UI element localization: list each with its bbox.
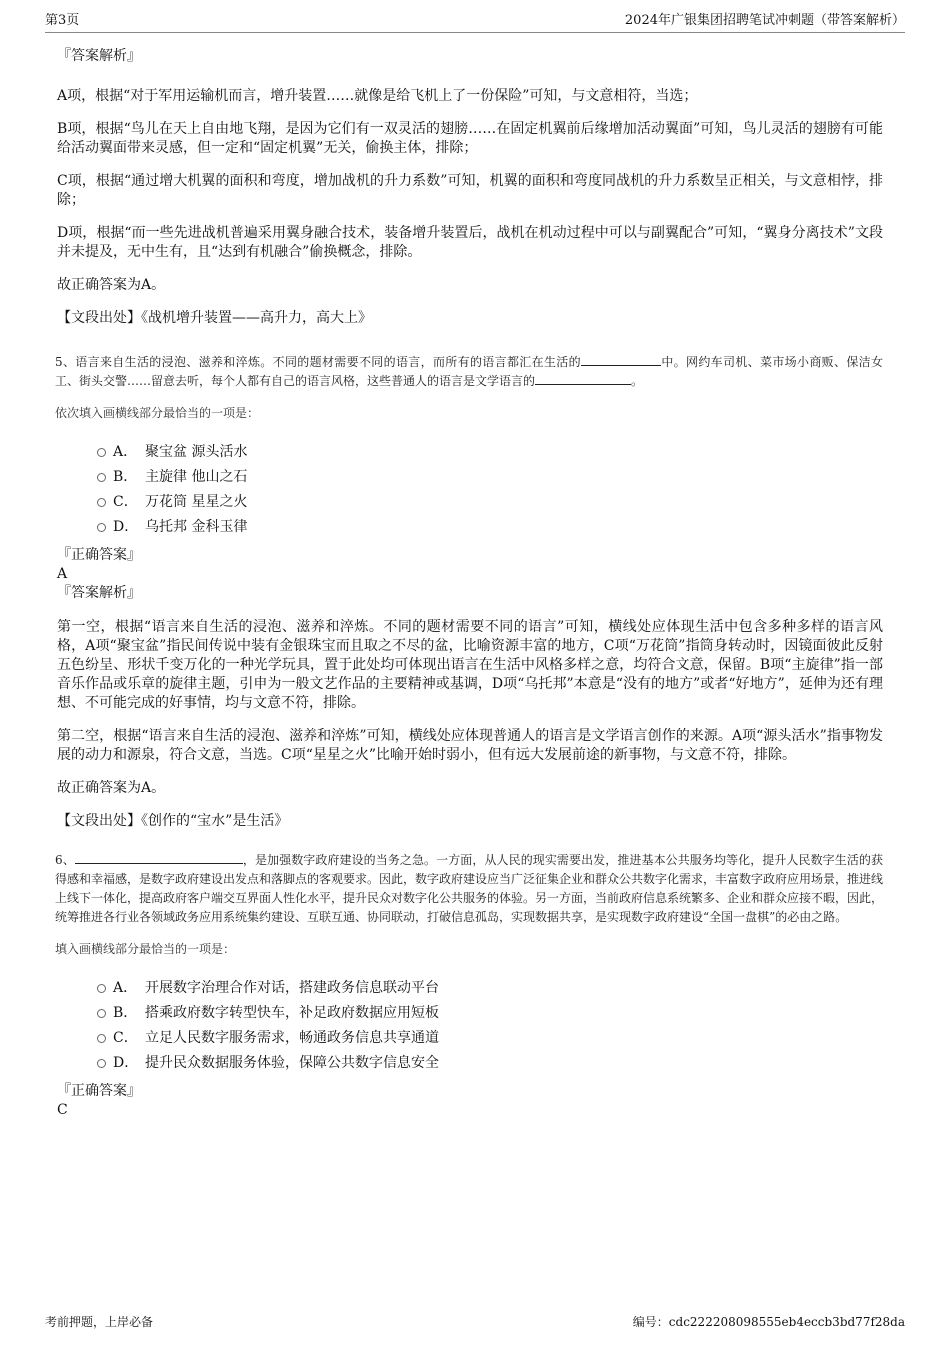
page-footer — [45, 1312, 905, 1332]
q5-correct-tag: 『正确答案』 — [57, 547, 141, 563]
footer-code-value: cdc222208098555eb4eccb3bd77f28da — [668, 1315, 905, 1329]
q5-stem-part2: 中。网约车司机、菜市场小商贩、保洁女工、街头交警……留意去听，每个人都有自己的语言风格，这些普通人的语言是文学语言的 — [55, 355, 883, 388]
q5-instruction: 依次填入画横线部分最恰当的一项是： — [55, 406, 260, 420]
q4-conclusion: 故正确答案为A。 — [57, 277, 166, 293]
document-title: 2024年广银集团招聘笔试冲刺题（带答案解析） — [624, 13, 905, 28]
q4-analysis-tag: 『答案解析』 — [57, 48, 141, 64]
q6-stem-number: 6、 — [55, 853, 75, 867]
radio-button-icon[interactable] — [97, 1059, 106, 1068]
q4-source: 【文段出处】《战机增升装置——高升力，高大上》 — [57, 310, 372, 326]
footer-slogan: 考前押题，上岸必备 — [45, 1315, 154, 1329]
q5-stem — [55, 353, 883, 391]
q5-stem-part3: 。 — [631, 374, 644, 388]
radio-button-icon[interactable] — [97, 473, 106, 482]
q5-option-d[interactable]: D． 乌托邦 金科玉律 — [57, 515, 883, 540]
radio-button-icon[interactable] — [97, 498, 106, 507]
q5-blank-1 — [581, 353, 661, 366]
q5-option-c[interactable]: C． 万花筒 星星之火 — [57, 490, 883, 515]
q6-correct-tag: 『正确答案』 — [57, 1083, 141, 1099]
radio-button-icon[interactable] — [97, 1034, 106, 1043]
q4-analysis-d: D项，根据“而一些先进战机普遍采用翼身融合技术，装备增升装置后，战机在机动过程中可以与副翼配合”可知，“翼身分离技术”文段并未提及，无中生有，且“达到有机融合”偷换概念，排除。 — [57, 225, 883, 260]
page-content — [57, 40, 883, 1120]
q4-analysis-b: B项，根据“鸟儿在天上自由地飞翔，是因为它们有一双灵活的翅膀……在固定机翼前后缘增加活动翼面”可知，鸟儿灵活的翅膀有可能给活动翼面带来灵感，但一定和“固定机翼”无关，偷换主体，排除； — [57, 121, 883, 156]
radio-button-icon[interactable] — [97, 523, 106, 532]
q5-analysis-tag: 『答案解析』 — [57, 585, 141, 601]
footer-code-label: 编号： — [632, 1315, 669, 1329]
page-number: 第3页 — [45, 13, 80, 28]
q6-correct-answer: C — [57, 1102, 68, 1118]
q5-conclusion: 故正确答案为A。 — [57, 780, 166, 796]
q6-instruction: 填入画横线部分最恰当的一项是： — [55, 942, 236, 956]
q6-options — [57, 976, 883, 1076]
q6-option-d[interactable]: D． 提升民众数据服务体验，保障公共数字信息安全 — [57, 1051, 883, 1076]
q6-option-a[interactable]: A． 开展数字治理合作对话，搭建政务信息联动平台 — [57, 976, 883, 1001]
q5-options — [57, 440, 883, 540]
q5-option-a[interactable]: A． 聚宝盆 源头活水 — [57, 440, 883, 465]
q5-blank-2 — [535, 372, 631, 385]
radio-button-icon[interactable] — [97, 1009, 106, 1018]
q6-option-b[interactable]: B． 搭乘政府数字转型快车，补足政府数据应用短板 — [57, 1001, 883, 1026]
footer-code — [633, 1312, 905, 1332]
q5-stem-part1: 5、语言来自生活的浸泡、滋养和淬炼。不同的题材需要不同的语言，而所有的语言都汇在生活的 — [55, 355, 581, 369]
q5-analysis-1: 第一空，根据“语言来自生活的浸泡、滋养和淬炼。不同的题材需要不同的语言”可知，横线处应体现生活中包含多种多样的语言风格，A项“聚宝盆”指民间传说中装有金银珠宝而且取之不尽的盆，比喻资源丰富的地方，C项“万花筒”指筒身转动时，因镜面彼此反射五色纷呈、形状千变万化的一种光学玩具，置于此处均可体现出语言在生活中风格多样之意，均符合文意，保留。B项“主旋律”指一部音乐作品或乐章的旋律主题，引申为一般文艺作品的主要精神或基调，D项“乌托邦”本意是“没有的地方”或者“好地方”，延伸为还有理想、不可能完成的好事情，均与文意不符，排除。 — [57, 619, 883, 711]
q4-analysis-c: C项，根据“通过增大机翼的面积和弯度，增加战机的升力系数”可知，机翼的面积和弯度同战机的升力系数呈正相关，与文意相悖，排除； — [57, 173, 883, 208]
page-header — [45, 10, 905, 33]
q5-correct-answer: A — [57, 566, 68, 582]
q4-analysis-a: A项，根据“对于军用运输机而言，增升装置……就像是给飞机上了一份保险”可知，与文意相符，当选； — [57, 88, 698, 104]
q6-stem — [55, 851, 883, 927]
q5-option-b[interactable]: B． 主旋律 他山之石 — [57, 465, 883, 490]
q6-stem-text: ，是加强数字政府建设的当务之急。一方面，从人民的现实需要出发，推进基本公共服务均等化，提升人民数字生活的获得感和幸福感，是数字政府建设出发点和落脚点的客观要求。因此，数字政府建设应当广泛征集企业和群众公共数字化需求，丰富数字政府应用场景，推进线上线下一体化，提高政府客户端交互界面人性化水平，提升民众对数字化公共服务的体验。另一方面，当前政府信息系统繁多、企业和群众应接不暇，因此，统筹推进各行业各领域政务应用系统集约建设、互联互通、协同联动，打破信息孤岛，实现数据共享，是实现数字政府建设“全国一盘棋”的必由之路。 — [55, 853, 884, 924]
radio-button-icon[interactable] — [97, 448, 106, 457]
radio-button-icon[interactable] — [97, 984, 106, 993]
q6-blank — [75, 851, 243, 864]
q5-source: 【文段出处】《创作的“宝水”是生活》 — [57, 813, 289, 829]
q6-option-c[interactable]: C． 立足人民数字服务需求，畅通政务信息共享通道 — [57, 1026, 883, 1051]
q5-analysis-2: 第二空，根据“语言来自生活的浸泡、滋养和淬炼”可知，横线处应体现普通人的语言是文学语言创作的来源。A项“源头活水”指事物发展的动力和源泉，符合文意，当选。C项“星星之火”比喻开始时弱小，但有远大发展前途的新事物，与文意不符，排除。 — [57, 728, 883, 763]
